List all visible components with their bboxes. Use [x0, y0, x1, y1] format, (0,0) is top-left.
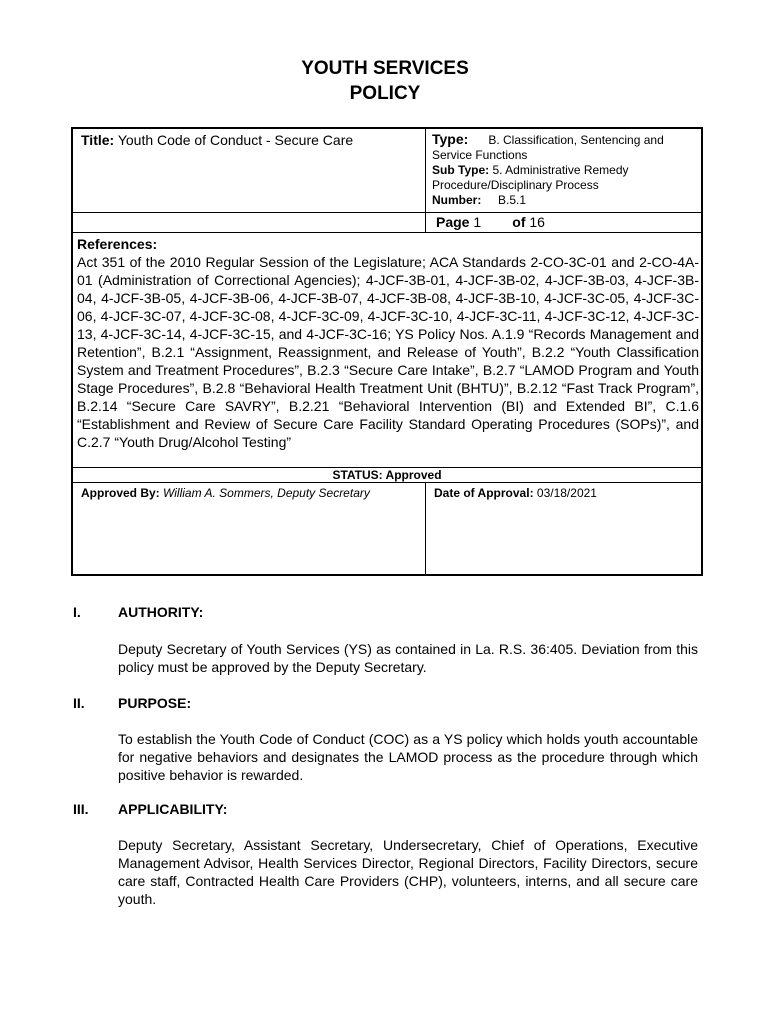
type-label: Type: — [432, 131, 469, 147]
type-value: B. Classification, Sentencing and Service Functions — [432, 133, 664, 162]
approved-by-value: William A. Sommers, Deputy Secretary — [163, 486, 370, 500]
title-value: Youth Code of Conduct - Secure Care — [117, 132, 354, 148]
number-value: B.5.1 — [498, 193, 527, 207]
status-cell — [72, 468, 702, 483]
section-body: To establish the Youth Code of Conduct (COC) as a YS policy which holds youth accountable for negative behaviors and designates the LAMOD process as the procedure through which positive behavior is rewarded. — [118, 731, 698, 783]
section-title: APPLICABILITY: — [118, 801, 228, 817]
page-cell — [426, 213, 703, 233]
date-label: Date of Approval: — [434, 486, 534, 500]
section-body: Deputy Secretary of Youth Services (YS) as contained in La. R.S. 36:405. Deviation from this policy must be approved by the Deputy Secretary. — [118, 641, 698, 675]
section-number: III. — [73, 801, 89, 817]
references-text: Act 351 of the 2010 Regular Session of the Legislature; ACA Standards 2-CO-3C-01 and 2-CO-4A-01 (Administration of Correctional Agencies); 4-JCF-3B-01, 4-JCF-3B-02, 4-JCF-3B-03, 4-JCF-3B-04, 4-JCF-3B-05, 4-JCF-3B-06, 4-JCF-3B-07, 4-JCF-3B-08, 4-JCF-3B-10, 4-JCF-3C-05, 4-JCF-3C-06, 4-JCF-3C-07, 4-JCF-3C-08, 4-JCF-3C-09, 4-JCF-3C-10, 4-JCF-3C-11, 4-JCF-3C-12, 4-JCF-3C-13, 4-JCF-3C-14, 4-JCF-3C-15, and 4-JCF-3C-16; YS Policy Nos. A.1.9 “Records Management and Retention”, B.2.1 “Assignment, Reassignment, and Release of Youth”, B.2.2 “Youth Classification System and Treatment Procedures”, B.2.3 “Secure Care Intake”, B.2.7 “LAMOD Program and Youth Stage Procedures”, B.2.8 “Behavioral Health Treatment Unit (BHTU)”, B.2.12 “Fast Track Program”, B.2.14 “Secure Care SAVRY”, B.2.21 “Behavioral Intervention (BI) and Extended BI”, C.1.6 “Establishment and Review of Secure Care Facility Standard Operating Procedures (SOPs)”, and C.2.7 “Youth Drug/Alcohol Testing” — [77, 254, 699, 450]
title-label: Title: — [81, 132, 115, 148]
page-current: 1 — [473, 214, 482, 230]
approved-by-label: Approved By: — [81, 486, 160, 500]
page-of-label: of — [512, 214, 526, 230]
page-label: Page — [436, 214, 470, 230]
section-body: Deputy Secretary, Assistant Secretary, Undersecretary, Chief of Operations, Executive Management Advisor, Health Services Director, Regional Directors, Facility Directors, secure care staff, Contracted Health Care Providers (CHP), volunteers, interns, and all secure care youth. — [118, 837, 698, 907]
section-number: I. — [73, 604, 81, 620]
subtype-value: 5. Administrative Remedy Procedure/Disciplinary Process — [432, 163, 629, 192]
policy-header-table — [71, 127, 703, 576]
title-cell — [72, 128, 426, 213]
number-label: Number: — [432, 193, 482, 207]
section-title: PURPOSE: — [118, 695, 192, 711]
heading-line-1: YOUTH SERVICES — [301, 58, 469, 79]
type-cell — [426, 128, 703, 213]
date-value: 03/18/2021 — [536, 486, 597, 500]
page-total: 16 — [529, 214, 545, 230]
subtype-label: Sub Type: — [432, 163, 490, 177]
approved-by-cell — [72, 483, 426, 576]
references-cell — [72, 233, 702, 468]
heading-line-2: POLICY — [349, 83, 421, 104]
document-heading — [0, 56, 770, 106]
blank-cell — [72, 213, 426, 233]
date-of-approval-cell — [426, 483, 703, 576]
references-label: References: — [77, 236, 158, 252]
status-value: Approved — [385, 468, 442, 482]
section-title: AUTHORITY: — [118, 604, 204, 620]
status-label: STATUS: — [332, 468, 383, 482]
section-number: II. — [73, 695, 85, 711]
